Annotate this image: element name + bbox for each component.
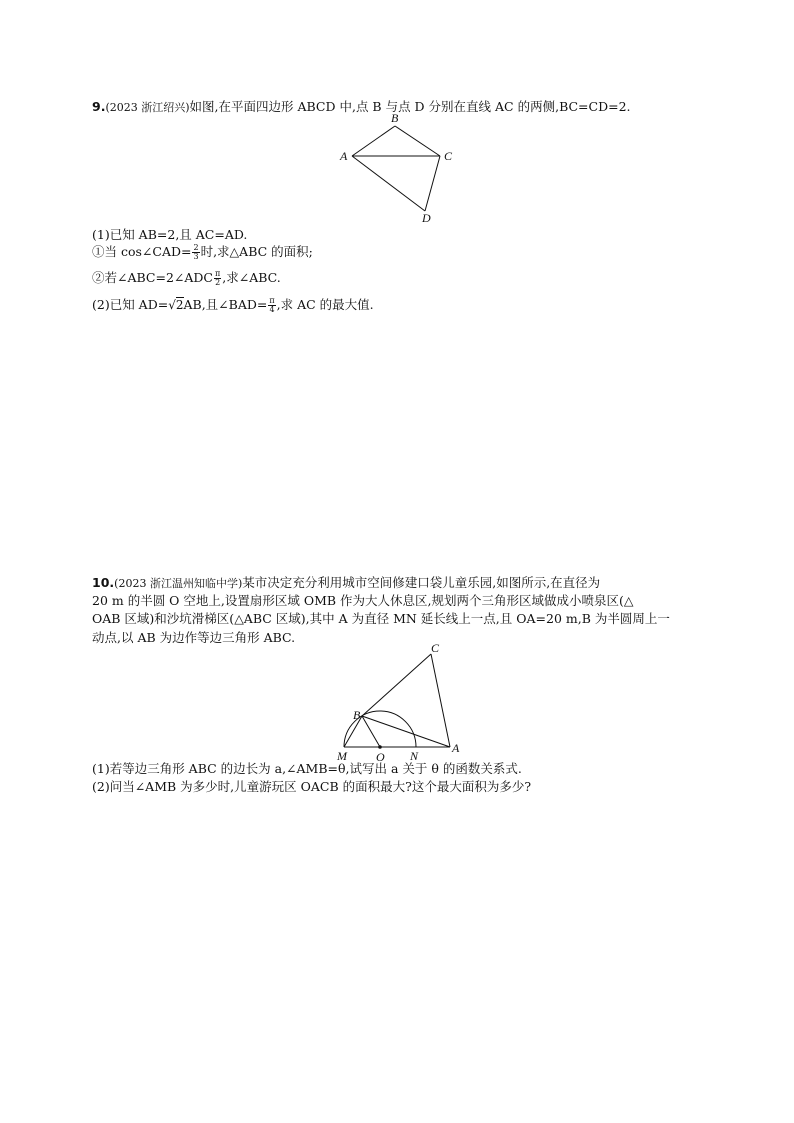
q10-stem-line-4: 动点,以 AB 为边作等边三角形 ABC. bbox=[92, 630, 296, 645]
q9-label-b: B bbox=[391, 111, 399, 125]
q9-part2-pre: (2)已知 AD= bbox=[92, 297, 169, 312]
fraction-numerator: 2 bbox=[193, 243, 199, 252]
q10-label-m: M bbox=[337, 749, 347, 763]
q10-label-n: N bbox=[410, 749, 419, 763]
q9-part1-2-pre: ②若∠ABC=2∠ADC bbox=[92, 270, 213, 285]
q9-figure bbox=[330, 108, 470, 228]
q10-stem-1: 某市决定充分利用城市空间修建口袋儿童乐园,如图所示,在直径为 bbox=[242, 575, 601, 590]
q10-edge-ob bbox=[362, 716, 380, 747]
fraction-numerator: π bbox=[269, 296, 275, 305]
q9-edge-ad bbox=[352, 156, 425, 211]
q9-part1-2-fraction bbox=[214, 270, 221, 287]
q9-edge-cd bbox=[425, 156, 440, 211]
q9-label-c: C bbox=[444, 149, 453, 163]
fraction-denominator: 2 bbox=[215, 278, 221, 287]
q10-source: (2023 浙江温州知临中学) bbox=[114, 577, 243, 590]
q9-label-d: D bbox=[422, 211, 431, 225]
q9-part2-post: ,求 AC 的最大值. bbox=[276, 297, 374, 312]
fraction-denominator: 4 bbox=[269, 305, 275, 314]
q10-stem-line-1 bbox=[92, 575, 600, 592]
q9-part1-1-fraction bbox=[192, 244, 199, 261]
q9-part1-2 bbox=[92, 270, 281, 287]
sqrt-symbol: √2 bbox=[168, 298, 184, 312]
q10-center-point bbox=[378, 745, 382, 749]
q9-part2-mid: AB,且∠BAD= bbox=[183, 297, 268, 312]
fraction-numerator: π bbox=[215, 269, 221, 278]
q10-edge-ca bbox=[431, 654, 450, 747]
q10-label-o: O bbox=[376, 750, 385, 764]
sqrt-radicand: 2 bbox=[175, 298, 184, 312]
q10-figure bbox=[330, 640, 470, 765]
q9-part1-1-post: 时,求△ABC 的面积; bbox=[200, 244, 313, 259]
fraction-denominator: 3 bbox=[193, 252, 199, 261]
q10-edge-ba bbox=[362, 716, 450, 747]
q9-stem: 如图,在平面四边形 ABCD 中,点 B 与点 D 分别在直线 AC 的两侧,BC=CD=2. bbox=[189, 99, 631, 114]
q9-part1-header: (1)已知 AB=2,且 AC=AD. bbox=[92, 227, 248, 242]
q9-edge-ab bbox=[352, 126, 395, 156]
q9-source: (2023 浙江绍兴) bbox=[105, 101, 190, 114]
q10-part2: (2)问当∠AMB 为多少时,儿童游玩区 OACB 的面积最大?这个最大面积为多少? bbox=[92, 779, 532, 794]
q9-part1-1 bbox=[92, 244, 313, 261]
q10-number: 10. bbox=[92, 575, 115, 590]
q9-number: 9. bbox=[92, 99, 106, 114]
q10-label-b: B bbox=[353, 708, 361, 722]
q9-label-a: A bbox=[340, 149, 348, 163]
q10-part1: (1)若等边三角形 ABC 的边长为 a,∠AMB=θ,试写出 a 关于 θ 的函数关系式. bbox=[92, 761, 522, 776]
q10-edge-bc bbox=[362, 654, 431, 716]
q10-stem-line-3: OAB 区域)和沙坑滑梯区(△ABC 区域),其中 A 为直径 MN 延长线上一点,且 OA=20 m,B 为半圆周上一 bbox=[92, 611, 670, 626]
q9-part1-2-post: ,求∠ABC. bbox=[222, 270, 281, 285]
q9-part1-1-pre: ①当 cos∠CAD= bbox=[92, 244, 192, 259]
q10-label-c: C bbox=[431, 641, 440, 655]
q9-part2-fraction bbox=[268, 297, 275, 314]
q9-edge-bc bbox=[395, 126, 440, 156]
q9-part2 bbox=[92, 297, 374, 314]
q10-label-a: A bbox=[452, 741, 460, 755]
q10-stem-line-2: 20 m 的半圆 O 空地上,设置扇形区域 OMB 作为大人休息区,规划两个三角形区域做成小喷泉区(△ bbox=[92, 593, 634, 608]
